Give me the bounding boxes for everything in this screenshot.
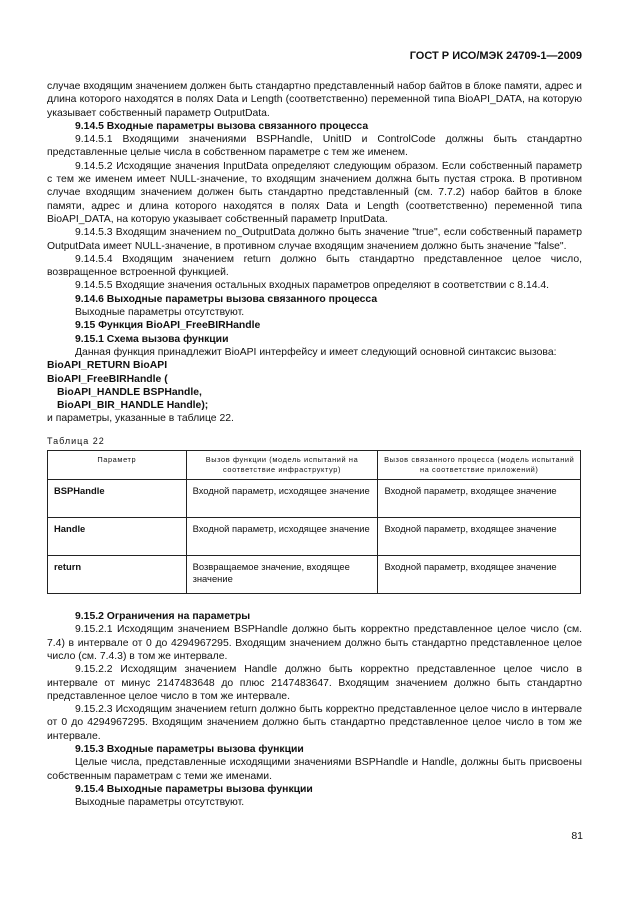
paragraph: 9.15.2.1 Исходящим значением BSPHandle должно быть корректно представленное целое число (см. 7.4) в интервале от 0 до 4294967295. Входящим значением должно быть стандартно представленное целое число (см. 7.4.3) в том же интервале. (47, 624, 582, 662)
paragraph: Выходные параметры отсутствуют. (75, 307, 245, 319)
section-heading: 9.15.1 Схема вызова функции (75, 333, 229, 345)
table-cell: Входной параметр, исходящее значение (186, 480, 378, 518)
parameters-table (47, 450, 581, 594)
table-cell: Handle (48, 518, 187, 556)
section-heading: 9.15.3 Входные параметры вызова функции (75, 743, 304, 755)
paragraph: и параметры, указанные в таблице 22. (47, 413, 234, 425)
table-cell: Входной параметр, входящее значение (378, 480, 581, 518)
table-row (48, 556, 581, 594)
paragraph: 9.15.2.2 Исходящим значением Handle должно быть корректно представленное целое число в интервале от минус 2147483648 до плюс 2147483647. Входящим значением должно быть стандартно представленное целое число в том же интервале. (47, 664, 582, 702)
table-cell: return (48, 556, 187, 594)
table-cell: Входной параметр, исходящее значение (186, 518, 378, 556)
paragraph: 9.14.5.4 Входящим значением return должно быть стандартно представленное целое число, возвращенное встроенной функцией. (47, 253, 582, 279)
paragraph: Данная функция принадлежит BioAPI интерфейсу и имеет следующий основной синтаксис вызова: (75, 346, 557, 358)
table-cell: Возвращаемое значение, входящее значение (186, 556, 378, 594)
table-cell: Входной параметр, входящее значение (378, 556, 581, 594)
table-caption: Таблица 22 (47, 435, 105, 446)
code-line: BioAPI_FreeBIRHandle ( (47, 373, 168, 385)
text-section-upper (47, 80, 582, 426)
code-line: BioAPI_BIR_HANDLE Handle); (57, 400, 209, 412)
section-heading: 9.15 Функция BioAPI_FreeBIRHandle (75, 320, 261, 332)
paragraph: 9.14.5.1 Входящими значениями BSPHandle, UnitID и ControlCode должны быть стандартно представленные целые числа в собственном параметре с тем же именем. (47, 134, 582, 159)
page-number: 81 (571, 830, 583, 842)
section-heading: 9.14.5 Входные параметры вызова связанного процесса (75, 120, 369, 132)
section-heading: 9.15.4 Выходные параметры вызова функции (75, 783, 313, 795)
column-header: Вызов функции (модель испытаний на соответствие инфраструктур) (186, 451, 378, 480)
paragraph: случае входящим значением должен быть стандартно представленный набор байтов в блоке памяти, адрес и длина которого находятся в полях Data и Length (соответственно) переменной типа BioAPI_DATA, на которую указывает собственный параметр OutputData. (47, 81, 582, 119)
paragraph: 9.14.5.3 Входящим значением no_OutputData должно быть значение "true", если собственный параметр OutputData имеет NULL-значение, в противном случае входящим значением должно быть значение "false". (47, 227, 582, 252)
table-header-row (48, 451, 581, 480)
paragraph: Целые числа, представленные исходящими значениями BSPHandle и Handle, должны быть присвоены собственным параметрам с теми же именами. (47, 757, 582, 782)
text-section-lower (47, 610, 582, 809)
table-cell: BSPHandle (48, 480, 187, 518)
paragraph: Выходные параметры отсутствуют. (75, 797, 245, 809)
paragraph: 9.14.5.5 Входящие значения остальных входных параметров определяют в соответствии с 8.14.4. (75, 280, 550, 292)
table-cell: Входной параметр, входящее значение (378, 518, 581, 556)
document-header: ГОСТ Р ИСО/МЭК 24709-1—2009 (409, 50, 582, 62)
section-heading: 9.15.2 Ограничения на параметры (75, 611, 251, 623)
section-heading: 9.14.6 Выходные параметры вызова связанного процесса (75, 293, 378, 305)
code-line: BioAPI_RETURN BioAPI (47, 360, 168, 372)
code-line: BioAPI_HANDLE BSPHandle, (57, 386, 202, 398)
column-header: Вызов связанного процесса (модель испытаний на соответствие приложений) (378, 451, 581, 480)
column-header: Параметр (48, 451, 187, 480)
table-row (48, 480, 581, 518)
paragraph: 9.15.2.3 Исходящим значением return должно быть корректно представленное целое число в интервале от 0 до 4294967295. Входящим значением должно быть стандартно представленное целое число в том же интервале. (47, 704, 582, 742)
document-body (47, 80, 582, 809)
paragraph: 9.14.5.2 Исходящие значения InputData определяют следующим образом. Если собственный параметр с тем же именем имеет NULL-значение, то входящим значением должна быть пустая строка. В противном случае входящим значением должен быть стандартно представленный (см. 7.7.2) набор байтов в блоке памяти, адрес и длина которого находятся в полях Data и Length (соответственно) переменной типа BioAPI_DATA, на которую указывает собственный параметр InputData. (47, 160, 582, 225)
table-row (48, 518, 581, 556)
